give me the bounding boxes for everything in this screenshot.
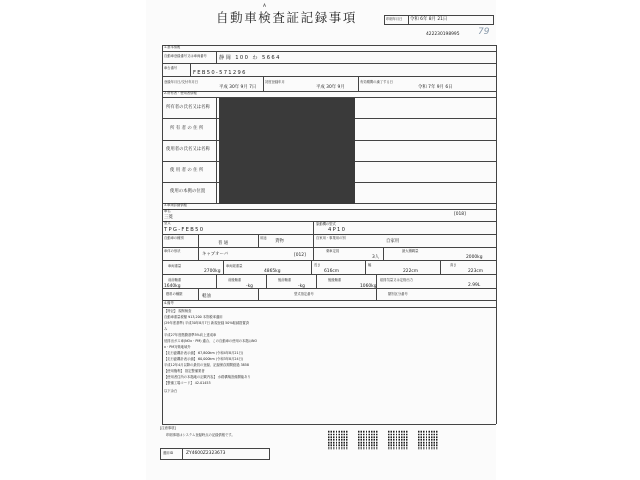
document-title: 自動車検査証記録事項 [216,10,358,25]
remark-line: 平成27年度燃費基準5%向上達成車 [164,333,217,337]
height-label: 高さ [450,263,457,267]
fr-axle-value: -kg [246,284,253,289]
expiry-label: 有効期間の満了する日 [360,80,393,84]
expiry-value: 令和 7年 9月 6日 [418,85,453,90]
remark-line: 【使用者住所の本拠地の記載内容】 水路構築設備開能あり [164,375,251,379]
notes-text: 印刷事項はシステム登録時点の記録情報です。 [166,433,235,437]
remark-line: 以下余白 [164,389,178,393]
length-label: 長さ [314,263,321,267]
chassis-label: 車台番号 [164,66,178,70]
header-mark: A [263,4,267,9]
private-value: 自家用 [386,239,400,244]
body-value: キャブオーバ [202,252,229,257]
section4-heading: 4.備考 [164,301,174,305]
height-value: 223cm [468,269,484,274]
capacity-value: 3人 [372,255,380,260]
id-label: 運用ID [163,451,174,455]
remark-line: 【走行距離計表示値】 60,000km (令和3年8月24日) [164,357,244,361]
body-code: [012] [294,253,306,258]
length-value: 616cm [324,269,340,274]
remark-line: (29年度基準) 平成30年8月7日 新規登録 50%軽減措置済 [164,321,249,325]
engine-value: 4P10 [328,227,347,233]
use-value: 貨物 [275,239,284,244]
width-value: 222cm [403,269,419,274]
ff-axle-label: 前前軸重 [168,278,182,282]
remark-line: x・PM対策地域外 [164,345,191,349]
capacity-label: 乗車定員 [326,249,340,253]
gross-value: 4865kg [264,269,281,274]
remark-line: 【特記】 規制検査 [164,309,192,313]
remark-line: 【走行距離計表示値】 67,800km (令和4年8月21日) [164,351,244,355]
qr-code-3 [388,430,408,450]
class-label: 類別区分番号 [388,292,408,296]
displacement-value: 2.99L [468,283,481,288]
first-year-label: 初度登録年月 [265,80,285,84]
maxload-label: 最大積載量 [402,249,419,253]
handwritten-mark: 79 [478,27,490,37]
fr-axle-label: 前後軸重 [228,278,242,282]
rf-axle-value: -kg [298,284,305,289]
id-value: ZY4600Z2323673 [186,451,226,456]
document-page [146,0,496,480]
qr-code-1 [328,430,348,450]
body-label: 車体の形状 [164,249,181,253]
maxload-value: 2000kg [466,255,483,260]
document-number: 422230198995 [426,32,460,37]
first-year-value: 平成 30年 9月 [316,85,345,90]
notes-heading: [注意事項] [160,426,176,430]
remark-line: 平成12年4月以降の最初の登録、記録保存期間経過 3858 [164,363,249,367]
remark-line: 【整備工場コード】 42-01453 [164,381,211,385]
qr-code-4 [418,430,438,450]
maker-label: 車名 [164,209,171,213]
owner-address-label: 所 有 者 の 住 所 [170,126,204,131]
cert-label: 型式指定番号 [294,292,314,296]
redacted-block [219,98,355,204]
section2-heading: 2.所有者・使用者情報 [164,91,197,95]
kind-label: 自動車の種別 [164,236,184,240]
remark-line: 低排出ガス車(NOx・PM) 適合、この自動車の使用の本拠はNO [164,339,258,343]
plate-label: 自動車登録番号又は車両番号 [164,54,207,58]
use-label: 用途 [260,236,267,240]
remark-line: 【使用権利】 指定整備業者 [164,369,205,373]
maker-code: [018] [454,212,466,217]
rf-axle-label: 後前軸重 [278,278,292,282]
user-address-label: 使 用 者 の 住 所 [170,168,204,173]
model-value: TPG-FEB50 [164,227,205,233]
maker-value: 三菱 [164,215,173,220]
section1-heading: 1.基本情報 [164,45,181,49]
weight-value: 2700kg [204,269,221,274]
private-label: 自家用・事業用の別 [316,236,346,240]
chassis-value: FEB50-571296 [193,70,247,76]
displacement-label: 総排気量又は定格出力 [380,278,413,282]
fuel-value: 軽油 [202,294,211,299]
owner-name-label: 所有者の氏名又は名称 [166,105,210,110]
qr-code-2 [358,430,378,450]
weight-label: 車両重量 [168,264,182,268]
gross-label: 車両総重量 [226,264,243,268]
base-location-label: 使用の本拠の位置 [170,189,206,194]
print-date-label: 印刷年月日 [386,17,403,21]
rr-axle-label: 後後軸重 [328,278,342,282]
remark-line: 自動車重量税額 ¥13,200 本則税率適用 [164,315,223,319]
registration-label: 登録年月日/交付年月日 [164,80,199,84]
kind-value: 普 通 [218,241,229,246]
fuel-label: 燃料の種類 [166,292,183,296]
remark-line: み [164,327,168,331]
ff-axle-value: 1640kg [164,284,181,289]
width-label: 幅 [368,263,372,267]
print-date-value: 令和 6年 8月 21日 [410,16,448,22]
engine-label: 原動機の型式 [316,222,336,226]
user-name-label: 使用者の氏名又は名称 [166,147,210,152]
registration-value: 平成 30年 9月 7日 [219,85,257,90]
section3-heading: 3.車両詳細情報 [164,203,187,207]
model-label: 型式 [164,221,171,225]
plate-value: 静岡 100 わ 5664 [219,55,281,61]
rr-axle-value: 1060kg [360,284,377,289]
